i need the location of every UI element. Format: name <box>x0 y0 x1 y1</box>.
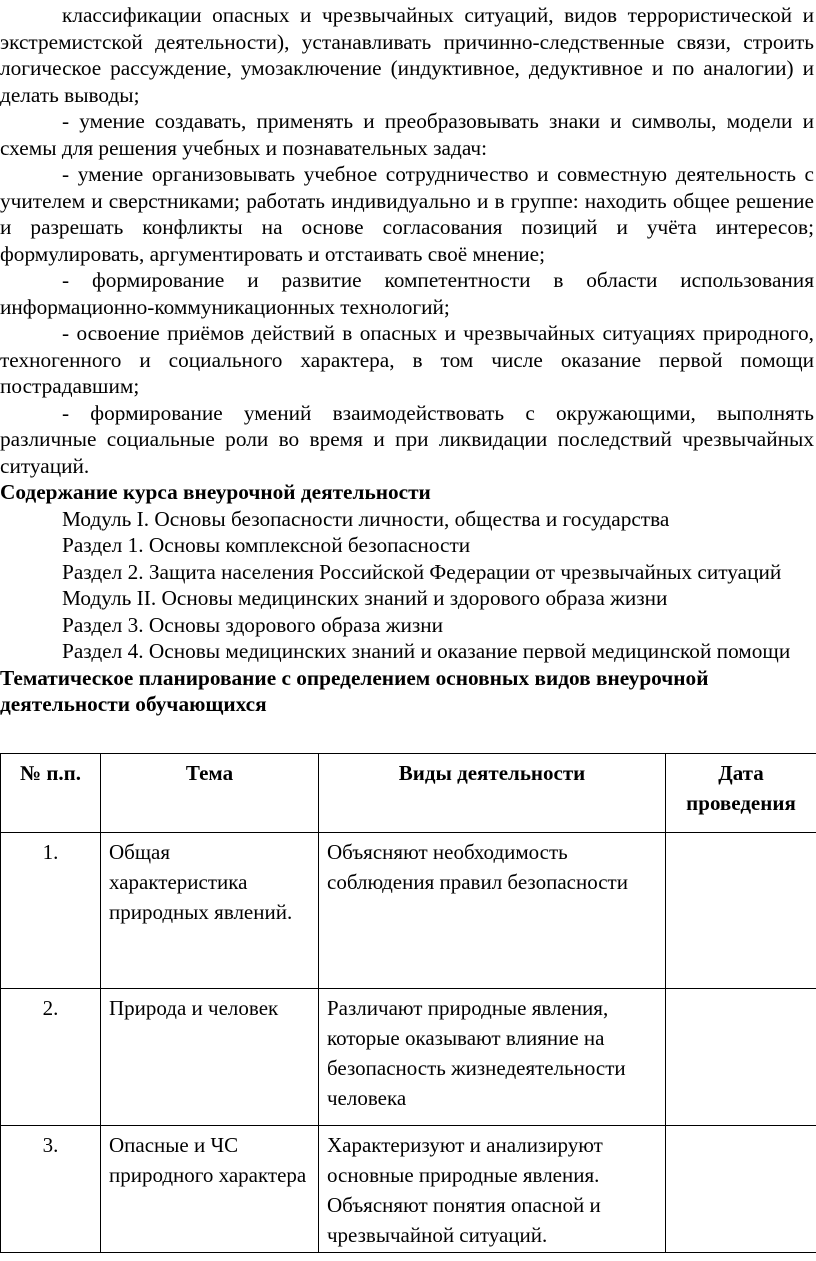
column-header-date: Дата проведения <box>666 754 816 833</box>
row-number: 1. <box>1 833 101 989</box>
column-header-number: № п.п. <box>1 754 101 833</box>
row-topic: Природа и человек <box>101 989 319 1126</box>
section-3: Раздел 3. Основы здорового образа жизни <box>62 612 444 637</box>
module-1: Модуль I. Основы безопасности личности, общества и государства <box>62 506 670 531</box>
section-4: Раздел 4. Основы медицинских знаний и оказание первой медицинской помощи <box>62 639 791 663</box>
table-header-row <box>1 754 816 833</box>
row-topic: Опасные и ЧС природного характера <box>101 1126 319 1253</box>
column-header-activity: Виды деятельности <box>319 754 666 833</box>
planning-table <box>0 753 816 1253</box>
section-2: Раздел 2. Защита населения Российской Федерации от чрезвычайных ситуаций <box>62 559 782 584</box>
row-topic: Общая характеристика природных явлений. <box>101 833 319 989</box>
module-2: Модуль II. Основы медицинских знаний и здорового образа жизни <box>62 586 668 610</box>
row-activity: Характеризуют и анализируют основные природные явления. Объясняют понятия опасной и чрезвычайной ситуаций. <box>319 1126 666 1253</box>
paragraph-ict-competence: - формирование и развитие компетентности в области использования информационно-коммуникационных технологий; <box>0 268 814 319</box>
paragraph-signs-symbols: - умение создавать, применять и преобразовывать знаки и символы, модели и схемы для решения учебных и познавательных задач: <box>0 109 814 160</box>
planning-heading: Тематическое планирование с определением основных видов внеурочной деятельности обучающихся <box>0 665 709 716</box>
paragraph-classification: классификации опасных и чрезвычайных ситуаций, видов террористической и экстремистской деятельности), устанавливать причинно-следственные связи, строить логическое рассуждение, умозаключение (индуктивное, дедуктивное и по аналогии) и делать выводы; <box>0 3 814 107</box>
table-row <box>1 989 816 1126</box>
row-number: 3. <box>1 1126 101 1253</box>
row-number: 2. <box>1 989 101 1126</box>
row-activity: Различают природные явления, которые оказывают влияние на безопасность жизнедеятельности человека <box>319 989 666 1126</box>
row-date <box>666 1126 816 1253</box>
paragraph-cooperation: - умение организовывать учебное сотрудничество и совместную деятельность с учителем и сверстниками; работать индивидуально и в группе: находить общее решение и разрешать конфликты на основе согласования позиций и учёта интересов; формулировать, аргументировать и отстаивать своё мнение; <box>0 162 814 266</box>
section-1: Раздел 1. Основы комплексной безопасности <box>62 533 471 557</box>
course-content-heading: Содержание курса внеурочной деятельности <box>0 480 431 504</box>
table-row <box>1 1126 816 1253</box>
paragraph-emergency-actions: - освоение приёмов действий в опасных и чрезвычайных ситуациях природного, техногенного и социального характера, в том числе оказание первой помощи пострадавшим; <box>0 321 814 398</box>
table-row <box>1 833 816 989</box>
row-activity: Объясняют необходимость соблюдения правил безопасности <box>319 833 666 989</box>
row-date <box>666 833 816 989</box>
row-date <box>666 989 816 1126</box>
paragraph-social-roles: - формирование умений взаимодействовать с окружающими, выполнять различные социальные роли во время и при ликвидации последствий чрезвычайных ситуаций. <box>0 400 814 478</box>
column-header-topic: Тема <box>101 754 319 833</box>
